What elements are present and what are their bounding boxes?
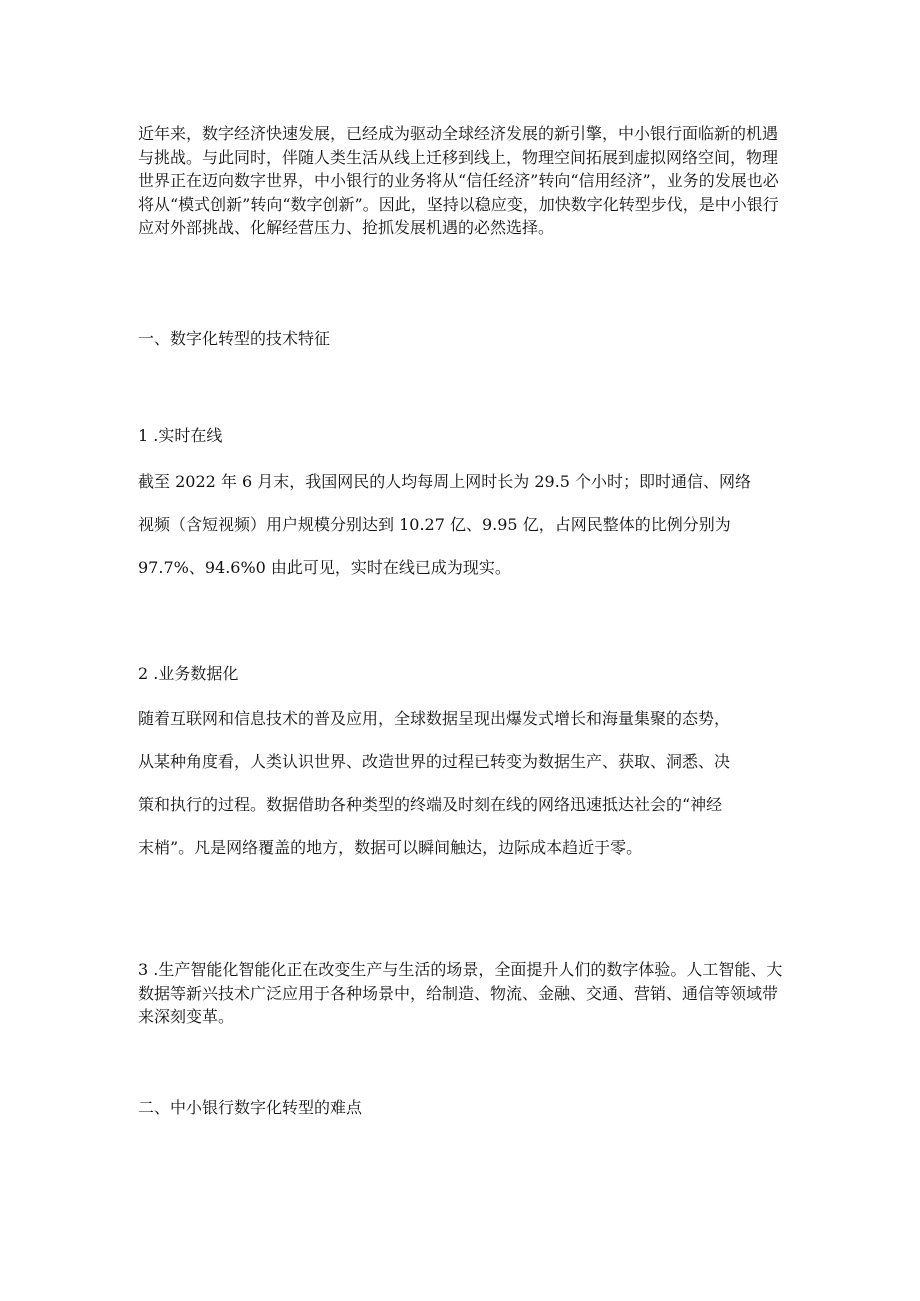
item-heading-1: 1 .实时在线 <box>138 426 223 445</box>
item-heading-2: 2 .业务数据化 <box>138 664 239 683</box>
item-2-line: 策和执行的过程。数据借助各种类型的终端及时刻在线的网络迅速抵达社会的“神经 <box>138 795 723 814</box>
item-2-paragraph <box>138 697 788 869</box>
section-heading-1: 一、数字化转型的技术特征 <box>138 329 331 348</box>
item-2-line: 从某种角度看，人类认识世界、改造世界的过程已转变为数据生产、获取、洞悉、决 <box>138 752 731 771</box>
item-1-paragraph <box>138 460 788 589</box>
item-3-paragraph: 3 .生产智能化智能化正在改变生产与生活的场景，全面提升人们的数字体验。人工智能、大数据等新兴技术广泛应用于各种场景中，给制造、物流、金融、交通、营销、通信等领域带来深刻变革。 <box>138 960 783 1026</box>
item-2-line: 末梢”。凡是网络覆盖的地方，数据可以瞬间触达，边际成本趋近于零。 <box>138 838 643 857</box>
item-1-line: 截至 2022 年 6 月末，我国网民的人均每周上网时长为 29.5 个小时；即时通信、网络 <box>138 472 752 491</box>
intro-paragraph: 近年来，数字经济快速发展，已经成为驱动全球经济发展的新引擎，中小银行面临新的机遇与挑战。与此同时，伴随人类生活从线上迁移到线上，物理空间拓展到虚拟网络空间，物理世界正在迈向数字世界，中小银行的业务将从“信任经济”转向“信用经济”，业务的发展也必将从“模式创新”转向“数字创新”。因此，坚持以稳应变，加快数字化转型步伐，是中小银行应对外部挑战、化解经营压力、抢抓发展机遇的必然选择。 <box>138 124 779 237</box>
item-2-line: 随着互联网和信息技术的普及应用，全球数据呈现出爆发式增长和海量集聚的态势， <box>138 709 731 728</box>
item-1-line: 视频（含短视频）用户规模分别达到 10.27 亿、9.95 亿，占网民整体的比例分别为 <box>138 515 731 534</box>
item-1-line: 97.7%、94.6%0 由此可见，实时在线已成为现实。 <box>138 558 511 577</box>
section-heading-2: 二、中小银行数字化转型的难点 <box>138 1098 363 1117</box>
